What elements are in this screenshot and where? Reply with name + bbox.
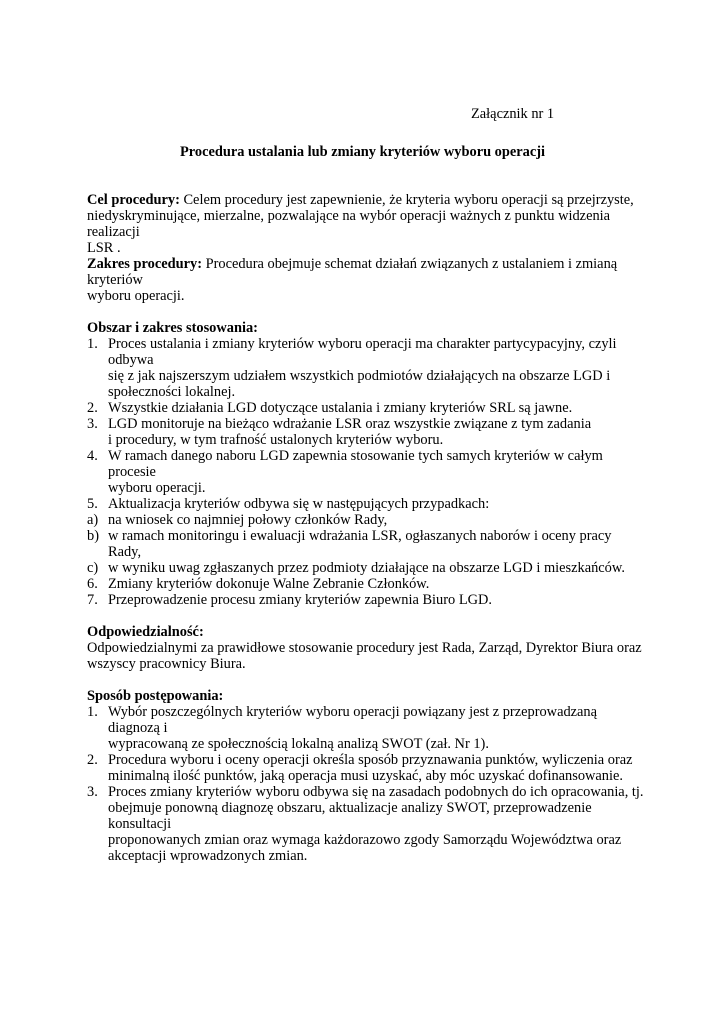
document-body bbox=[87, 192, 647, 864]
area-item-text: Aktualizacja kryteriów odbywa się w następujących przypadkach: bbox=[108, 496, 490, 512]
area-item-number: c) bbox=[87, 560, 99, 576]
area-item-number: 5. bbox=[87, 496, 98, 512]
area-item-text: społeczności lokalnej. bbox=[108, 384, 236, 400]
area-item-number: 1. bbox=[87, 336, 98, 352]
goal-text-3: LSR . bbox=[87, 240, 121, 256]
goal-text-1: Celem procedury jest zapewnienie, że kryteria wyboru operacji są przejrzyste, bbox=[179, 192, 634, 208]
area-section bbox=[87, 320, 647, 608]
area-item-number: 4. bbox=[87, 448, 98, 464]
scope-section bbox=[87, 256, 647, 304]
responsibility-heading: Odpowiedzialność: bbox=[87, 624, 204, 640]
area-item-text: wyboru operacji. bbox=[108, 480, 206, 496]
area-item-text: i procedury, w tym trafność ustalonych kryteriów wyboru. bbox=[108, 432, 444, 448]
procedure-item-number: 3. bbox=[87, 784, 98, 800]
goal-section bbox=[87, 192, 647, 256]
responsibility-text-2: wszyscy pracownicy Biura. bbox=[87, 656, 246, 672]
area-item-number: b) bbox=[87, 528, 99, 544]
area-list bbox=[87, 336, 647, 608]
procedure-item-number: 1. bbox=[87, 704, 98, 720]
procedure-item-text: Wybór poszczególnych kryteriów wyboru operacji powiązany jest z przeprowadzaną diagnozą i bbox=[108, 704, 598, 736]
procedure-item-text: wypracowaną ze społecznością lokalną analizą SWOT (zał. Nr 1). bbox=[108, 736, 489, 752]
area-item-number: a) bbox=[87, 512, 99, 528]
procedure-list-item bbox=[87, 784, 647, 864]
goal-heading: Cel procedury: bbox=[87, 192, 180, 208]
area-item-text: Proces ustalania i zmiany kryteriów wyboru operacji ma charakter partycypacyjny, czyli odbywa bbox=[108, 336, 617, 368]
document-title: Procedura ustalania lub zmiany kryteriów wyboru operacji bbox=[179, 144, 546, 160]
area-item-text: w ramach monitoringu i ewaluacji wdrażania LSR, ogłaszanych naborów i oceny pracy Rady, bbox=[108, 528, 612, 560]
area-item-text: W ramach danego naboru LGD zapewnia stosowanie tych samych kryteriów w całym procesie bbox=[108, 448, 603, 480]
procedure-item-text: minimalną ilość punktów, jaką operacja musi uzyskać, aby móc uzyskać dofinansowanie. bbox=[108, 768, 623, 784]
procedure-list-item bbox=[87, 704, 647, 752]
responsibility-text-1: Odpowiedzialnymi za prawidłowe stosowanie procedury jest Rada, Zarząd, Dyrektor Biura oraz bbox=[87, 640, 642, 656]
scope-text-2: wyboru operacji. bbox=[87, 288, 185, 304]
area-item-number: 3. bbox=[87, 416, 98, 432]
area-list-item bbox=[87, 400, 647, 416]
attachment-label: Załącznik nr 1 bbox=[471, 106, 555, 122]
procedure-item-text: proponowanych zmian oraz wymaga każdorazowo zgody Samorządu Województwa oraz bbox=[108, 832, 622, 848]
procedure-heading: Sposób postępowania: bbox=[87, 688, 224, 704]
area-list-item bbox=[87, 512, 647, 528]
area-item-number: 2. bbox=[87, 400, 98, 416]
procedure-item-text: Proces zmiany kryteriów wyboru odbywa się na zasadach podobnych do ich opracowania, tj. bbox=[108, 784, 644, 800]
area-list-item bbox=[87, 336, 647, 400]
area-item-text: Przeprowadzenie procesu zmiany kryteriów zapewnia Biuro LGD. bbox=[108, 592, 493, 608]
scope-heading: Zakres procedury: bbox=[87, 256, 202, 272]
area-heading: Obszar i zakres stosowania: bbox=[87, 320, 258, 336]
area-item-number: 7. bbox=[87, 592, 98, 608]
procedure-item-text: Procedura wyboru i oceny operacji określa sposób przyznawania punktów, wyliczenia oraz bbox=[108, 752, 633, 768]
area-item-number: 6. bbox=[87, 576, 98, 592]
procedure-item-number: 2. bbox=[87, 752, 98, 768]
area-list-item bbox=[87, 576, 647, 592]
goal-text-2: niedyskryminujące, mierzalne, pozwalające na wybór operacji ważnych z punktu widzenia realizacji bbox=[87, 208, 611, 240]
area-item-text: Wszystkie działania LGD dotyczące ustalania i zmiany kryteriów SRL są jawne. bbox=[108, 400, 573, 416]
area-item-text: w wyniku uwag zgłaszanych przez podmioty działające na obszarze LGD i mieszkańców. bbox=[108, 560, 625, 576]
procedure-item-text: obejmuje ponowną diagnozę obszaru, aktualizacje analizy SWOT, przeprowadzenie konsultacji bbox=[108, 800, 592, 832]
area-item-text: Zmiany kryteriów dokonuje Walne Zebranie Członków. bbox=[108, 576, 430, 592]
area-list-item bbox=[87, 448, 647, 496]
procedure-list bbox=[87, 704, 647, 864]
area-list-item bbox=[87, 528, 647, 560]
procedure-item-text: akceptacji wprowadzonych zmian. bbox=[108, 848, 308, 864]
area-list-item bbox=[87, 560, 647, 576]
procedure-section bbox=[87, 688, 647, 864]
scope-text-1: Procedura obejmuje schemat działań związanych z ustalaniem i zmianą kryteriów bbox=[87, 256, 618, 288]
area-item-text: LGD monitoruje na bieżąco wdrażanie LSR oraz wszystkie związane z tym zadania bbox=[108, 416, 592, 432]
procedure-list-item bbox=[87, 752, 647, 784]
area-list-item bbox=[87, 416, 647, 448]
area-list-item bbox=[87, 496, 647, 512]
area-list-item bbox=[87, 592, 647, 608]
area-item-text: się z jak najszerszym udziałem wszystkich podmiotów działających na obszarze LGD i bbox=[108, 368, 611, 384]
responsibility-section bbox=[87, 624, 647, 672]
area-item-text: na wniosek co najmniej połowy członków Rady, bbox=[108, 512, 388, 528]
